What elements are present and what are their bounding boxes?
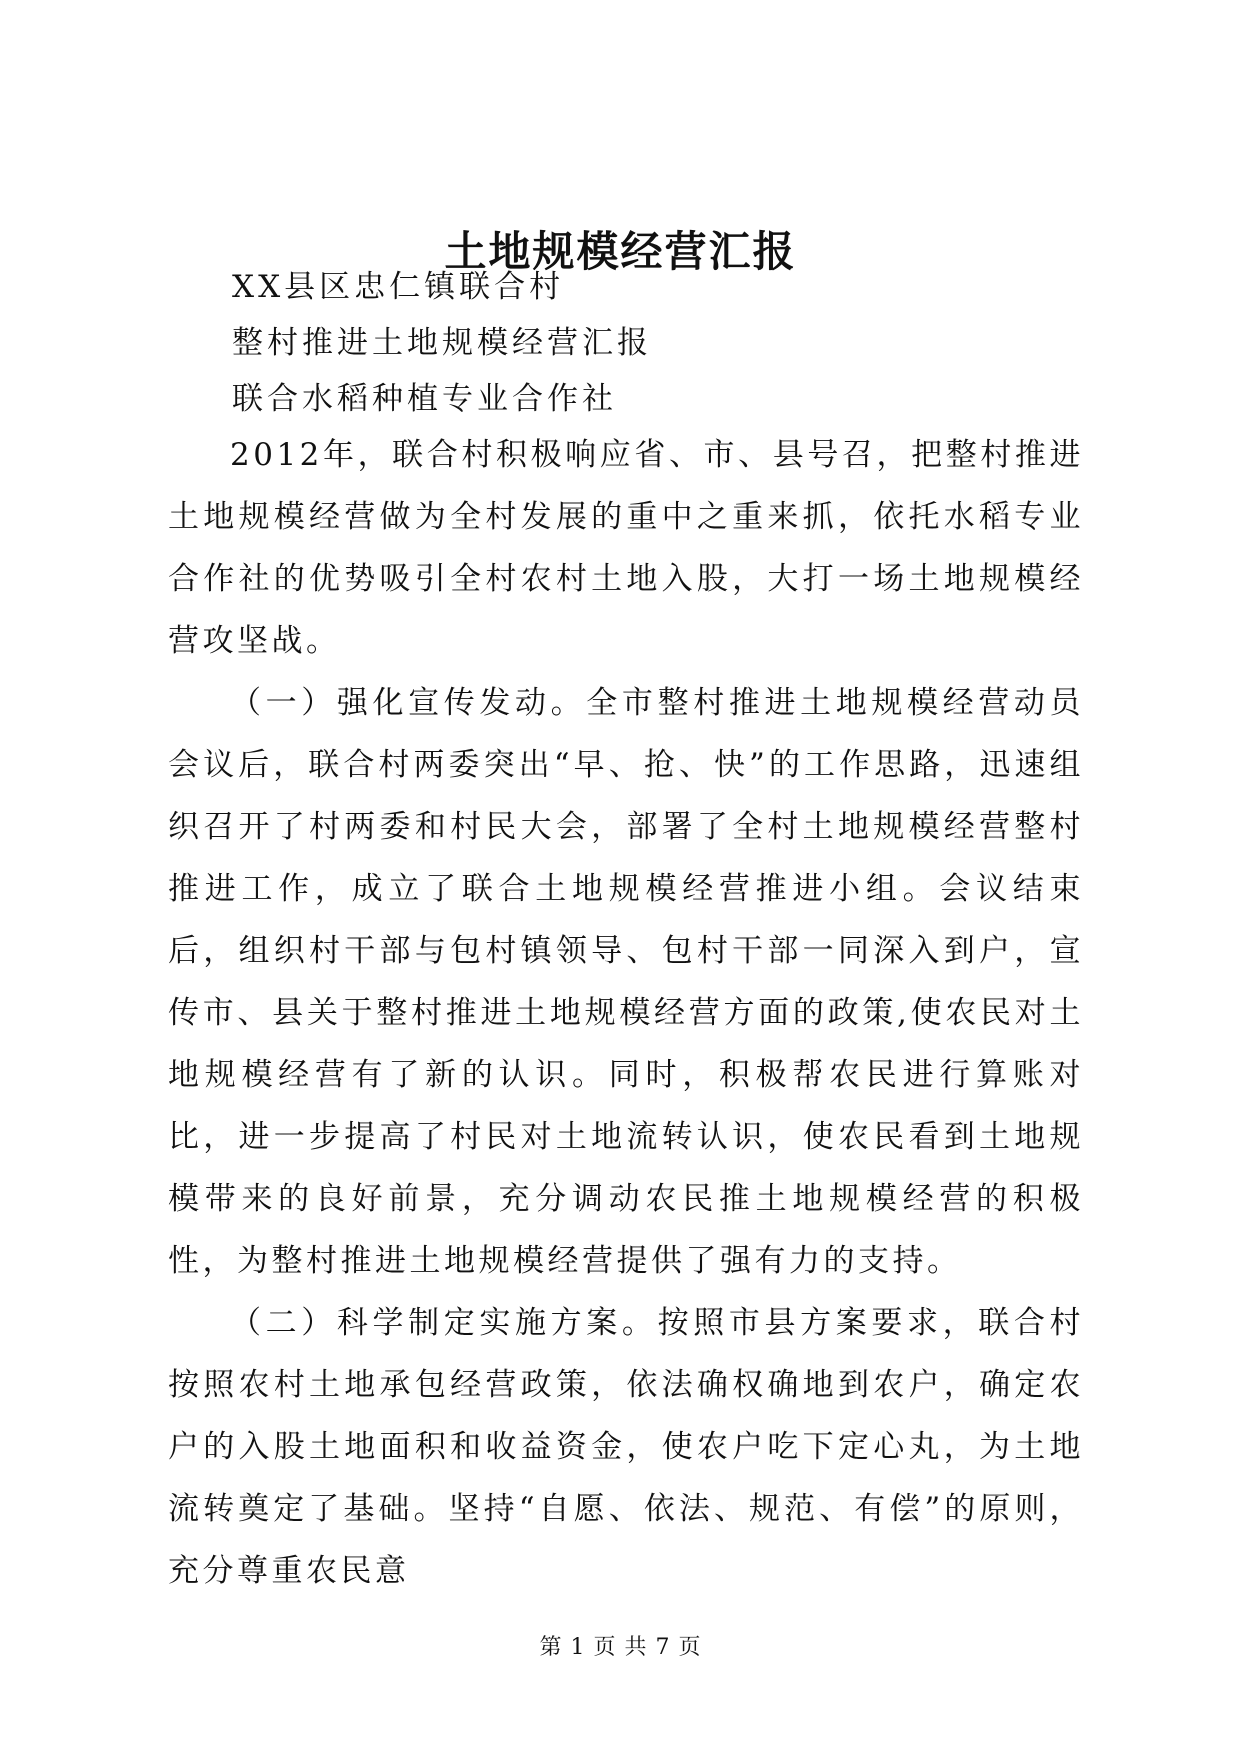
document-body	[168, 424, 1084, 1602]
paragraph-publicity: （一）强化宣传发动。全市整村推进土地规模经营动员会议后，联合村两委突出“早、抢、快”的工作思路，迅速组织召开了村两委和村民大会，部署了全村土地规模经营整村推进工作，成立了联合土地规模经营推进小组。会议结束后，组织村干部与包村镇领导、包村干部一同深入到户，宣传市、县关于整村推进土地规模经营方面的政策,使农民对土地规模经营有了新的认识。同时，积极帮农民进行算账对比，进一步提高了村民对土地流转认识，使农民看到土地规模带来的良好前景，充分调动农民推土地规模经营的积极性，为整村推进土地规模经营提供了强有力的支持。	[168, 685, 1084, 1279]
paragraph-intro: 2012年，联合村积极响应省、市、县号召，把整村推进土地规模经营做为全村发展的重中之重来抓，依托水稻专业合作社的优势吸引全村农村土地入股，大打一场土地规模经营攻坚战。	[168, 437, 1084, 659]
document-title: 土地规模经营汇报	[444, 227, 797, 276]
page-footer: 第 1 页 共 7 页	[539, 1635, 702, 1660]
header-line-report-title: 整村推进土地规模经营汇报	[232, 325, 652, 361]
header-line-village: XX县区忠仁镇联合村	[232, 269, 565, 305]
paragraph-implementation-plan: （二）科学制定实施方案。按照市县方案要求，联合村按照农村土地承包经营政策，依法确权确地到农户，确定农户的入股土地面积和收益资金，使农户吃下定心丸，为土地流转奠定了基础。坚持“自愿、依法、规范、有偿”的原则，充分尊重农民意	[168, 1305, 1084, 1589]
header-line-cooperative: 联合水稻种植专业合作社	[232, 381, 617, 417]
